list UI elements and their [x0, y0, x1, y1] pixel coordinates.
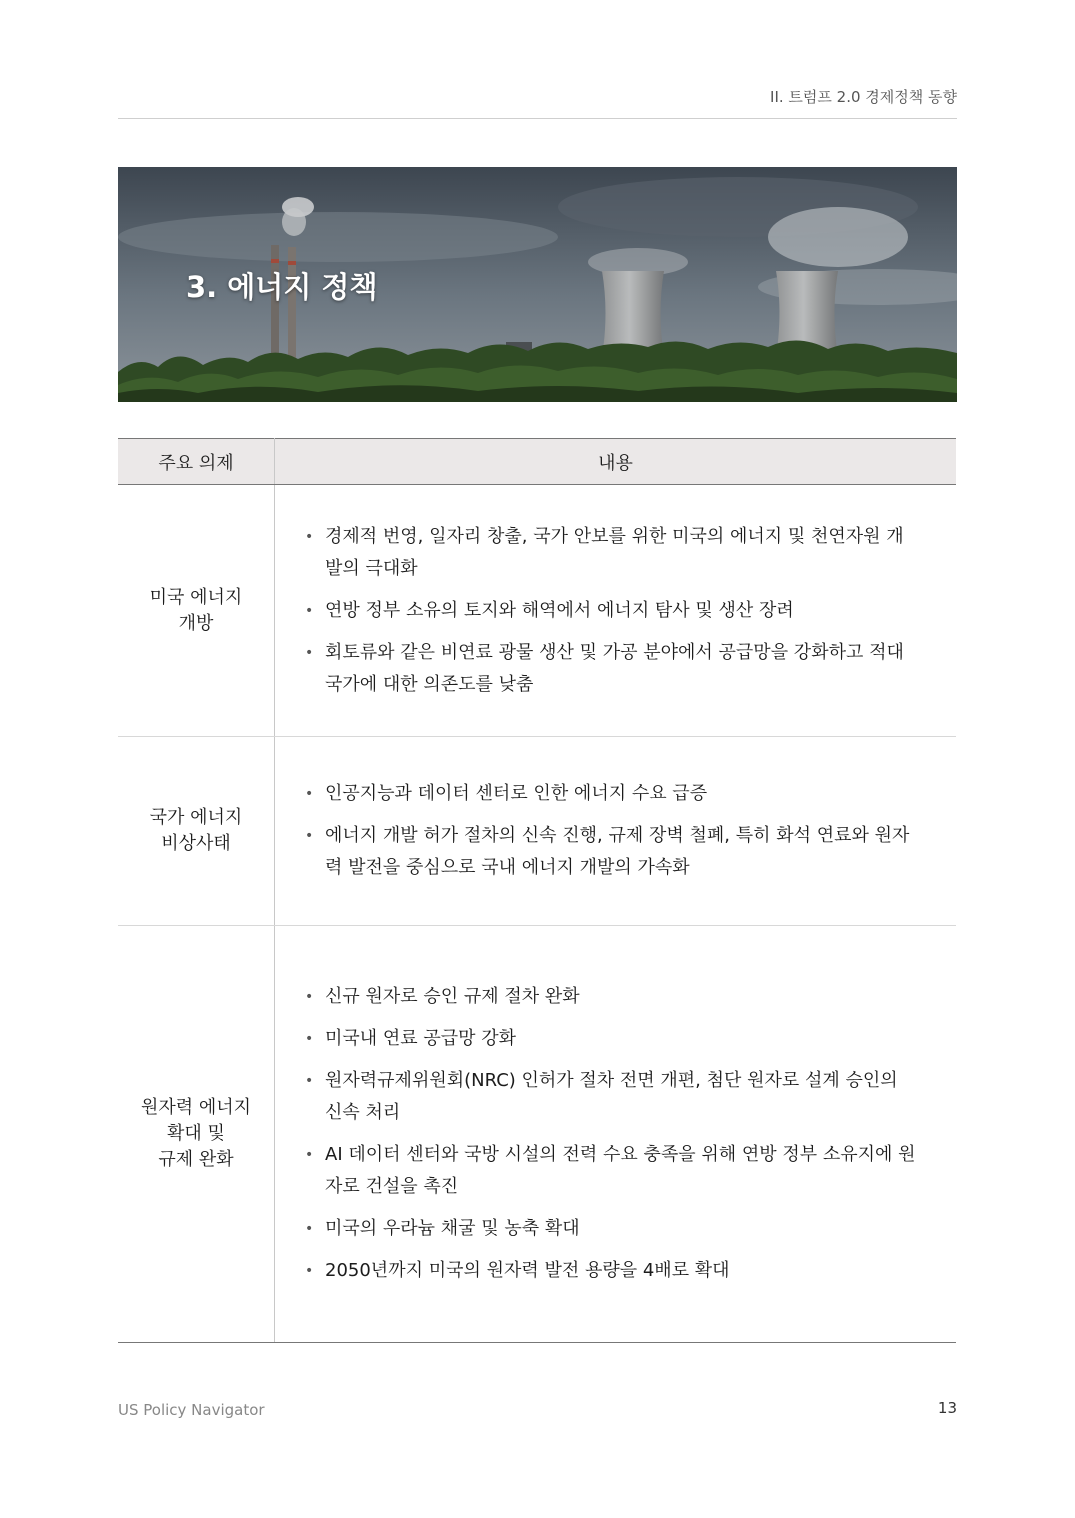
- bullet-list: [305, 521, 916, 701]
- list-item: • 연방 정부 소유의 토지와 해역에서 에너지 탐사 및 생산 장려: [305, 595, 916, 627]
- agenda-cell: 원자력 에너지 확대 및 규제 완화: [118, 926, 275, 1343]
- publication-name: US Policy Navigator: [118, 1401, 265, 1419]
- content-cell: [275, 737, 957, 926]
- content-cell: [275, 485, 957, 737]
- column-header-content: 내용: [275, 439, 957, 485]
- agenda-cell: 미국 에너지 개방: [118, 485, 275, 737]
- list-item: • AI 데이터 센터와 국방 시설의 전력 수요 충족을 위해 연방 정부 소유지에 원자로 건설을 촉진: [305, 1139, 916, 1203]
- list-item: • 경제적 번영, 일자리 창출, 국가 안보를 위한 미국의 에너지 및 천연자원 개발의 극대화: [305, 521, 916, 585]
- bullet-list: [305, 778, 916, 884]
- table-header-row: [118, 439, 956, 485]
- section-banner: [118, 167, 957, 402]
- table-row: [118, 926, 956, 1343]
- page-header: [118, 82, 957, 119]
- list-item: • 신규 원자로 승인 규제 절차 완화: [305, 981, 916, 1013]
- list-item: • 인공지능과 데이터 센터로 인한 에너지 수요 급증: [305, 778, 916, 810]
- list-item: • 원자력규제위원회(NRC) 인허가 절차 전면 개편, 첨단 원자로 설계 승인의 신속 처리: [305, 1065, 916, 1129]
- section-heading: 3. 에너지 정책: [186, 270, 378, 304]
- bullet-list: [305, 981, 916, 1287]
- list-item: • 2050년까지 미국의 원자력 발전 용량을 4배로 확대: [305, 1255, 916, 1287]
- column-header-agenda: 주요 의제: [118, 439, 275, 485]
- section-title: II. 트럼프 2.0 경제정책 동향: [770, 88, 957, 106]
- page-number: 13: [937, 1399, 957, 1417]
- list-item: • 미국내 연료 공급망 강화: [305, 1023, 916, 1055]
- table-row: [118, 485, 956, 737]
- list-item: • 에너지 개발 허가 절차의 신속 진행, 규제 장벽 철폐, 특히 화석 연료와 원자력 발전을 중심으로 국내 에너지 개발의 가속화: [305, 820, 916, 884]
- energy-policy-table: [118, 438, 956, 1343]
- content-cell: [275, 926, 957, 1343]
- list-item: • 회토류와 같은 비연료 광물 생산 및 가공 분야에서 공급망을 강화하고 적대 국가에 대한 의존도를 낮춤: [305, 637, 916, 701]
- list-item: • 미국의 우라늄 채굴 및 농축 확대: [305, 1213, 916, 1245]
- agenda-cell: 국가 에너지 비상사태: [118, 737, 275, 926]
- table-row: [118, 737, 956, 926]
